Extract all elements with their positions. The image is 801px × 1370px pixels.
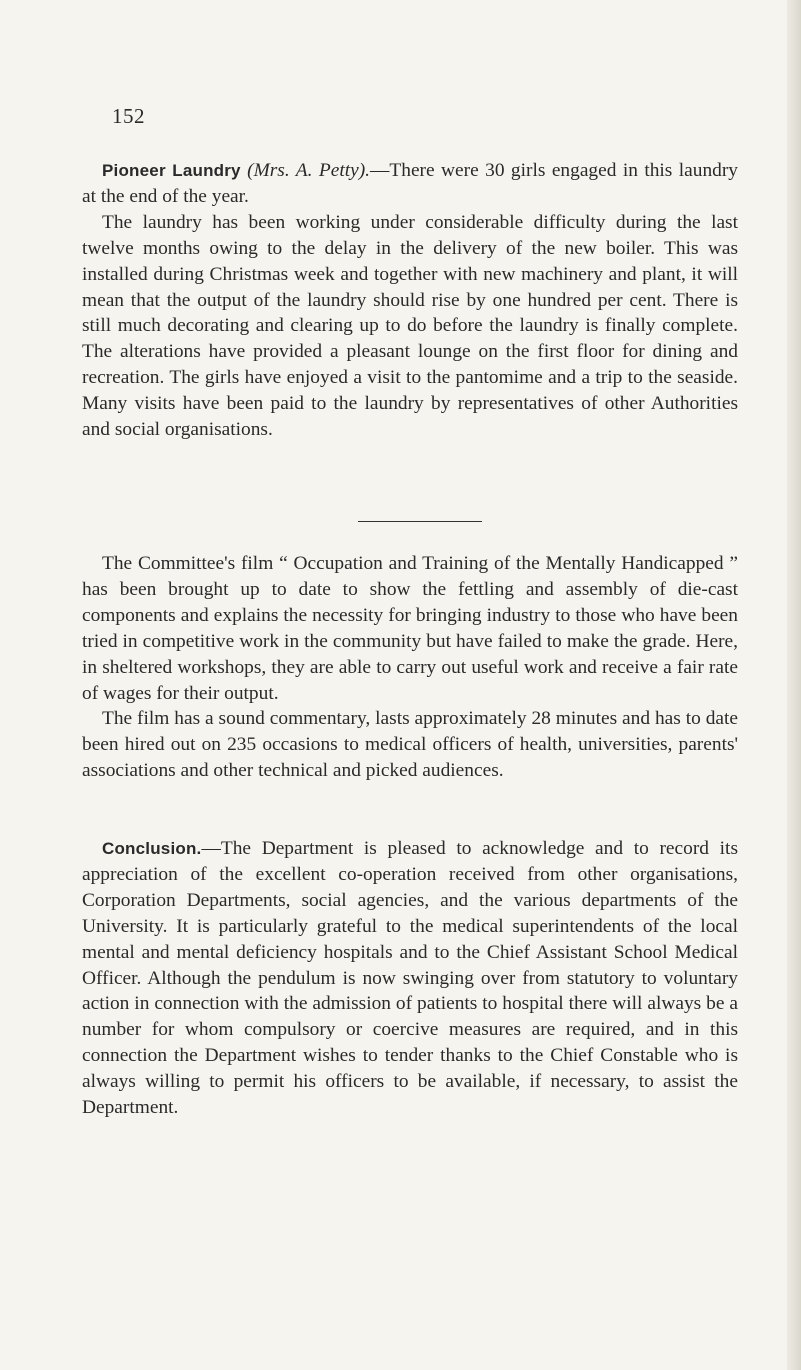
film-paragraph-1: The Committee's film “ Occupation and Training of the Mentally Handicapped ” has been brought up to date to show the fettling and assembly of die-cast components and explains the necessity for bringing industry to those who have been tried in competitive work in the community but have failed to make the grade. Here, in sheltered workshops, they are able to carry out useful work and receive a fair rate of wages for their output. bbox=[82, 553, 738, 704]
pioneer-laundry-intro-text: —There were 30 girls engaged in this laundry at the end of the year. bbox=[82, 160, 738, 207]
page-number: 152 bbox=[112, 104, 145, 128]
pioneer-laundry-heading: Pioneer Laundry bbox=[102, 161, 241, 180]
conclusion-heading: Conclusion. bbox=[102, 839, 202, 858]
section-divider bbox=[358, 521, 482, 522]
pioneer-laundry-paragraph-2: The laundry has been working under considerable difficulty during the last twelve months owing to the delay in the delivery of the new boiler. This was installed during Christmas week and together with new machinery and plant, it will mean that the output of the laundry should rise by one hundred per cent. There is still much decorating and clearing up to do before the laundry is finally complete. The alterations have provided a pleasant lounge on the first floor for dining and recreation. The girls have enjoyed a visit to the pantomime and a trip to the seaside. Many visits have been paid to the laundry by representatives of other Authorities and social organisations. bbox=[82, 211, 738, 441]
film-section bbox=[82, 551, 738, 784]
conclusion-section bbox=[82, 836, 738, 1121]
pioneer-laundry-person: (Mrs. A. Petty). bbox=[247, 160, 371, 181]
page-edge-shadow bbox=[787, 0, 801, 1370]
pioneer-laundry-intro-paragraph bbox=[82, 158, 738, 210]
conclusion-text: —The Department is pleased to acknowledge and to record its appreciation of the excellent co-operation received from other organisations, Corporation Departments, social agencies, and the various departments of the University. It is particularly grateful to the medical superintendents of the local mental and mental deficiency hospitals and to the Chief Assistant School Medical Officer. Although the pendulum is now swinging over from statutory to voluntary action in connection with the admission of patients to hospital there will always be a number for whom compulsory or coercive measures are required, and in this connection the Department wishes to tender thanks to the Chief Constable who is always willing to permit his officers to be available, if necessary, to assist the Department. bbox=[82, 838, 738, 1119]
film-paragraph-2: The film has a sound commentary, lasts approximately 28 minutes and has to date been hired out on 235 occasions to medical officers of health, universities, parents' associations and other technical and picked audiences. bbox=[82, 708, 738, 782]
conclusion-paragraph bbox=[82, 836, 738, 1121]
pioneer-laundry-section bbox=[82, 158, 738, 443]
